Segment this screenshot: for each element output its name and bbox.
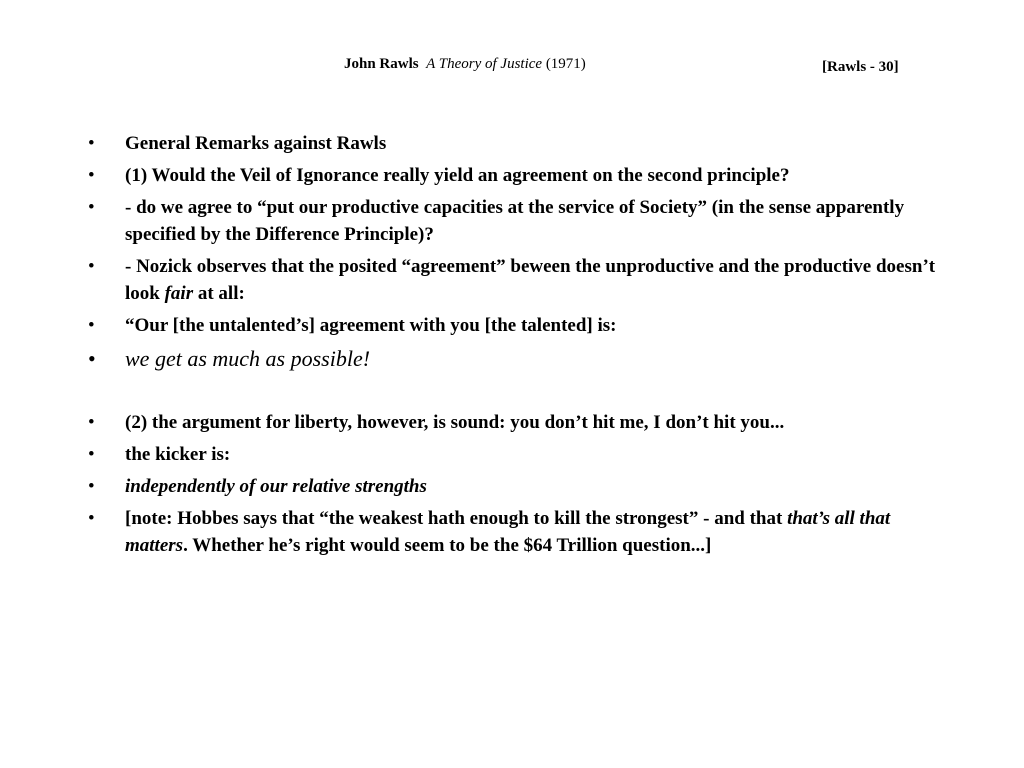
- bullet-text-before: - Nozick observes that the posited “agreement” beween the unproductive and the productive doesn’t look: [125, 256, 936, 304]
- bullet-dot: •: [88, 133, 95, 154]
- slide-code: [Rawls - 30]: [822, 59, 899, 75]
- bullet-text: [125, 256, 935, 304]
- bullet-text: we get as much as possible!: [125, 346, 371, 371]
- bullet-item: [88, 505, 948, 559]
- bullet-text: (1) Would the Veil of Ignorance really yield an agreement on the second principle?: [125, 165, 790, 186]
- bullet-spacer: [88, 379, 948, 409]
- bullet-text: - do we agree to “put our productive capacities at the service of Society” (in the sense apparently specified by the Difference Principle)?: [125, 197, 905, 245]
- bullet-item: [88, 409, 948, 436]
- bullet-text: “Our [the untalented’s] agreement with you [the talented] is:: [125, 315, 617, 336]
- bullet-text-before: [note: Hobbes says that “the weakest hath enough to kill the strongest” - and that: [125, 508, 788, 529]
- slide-header: [0, 56, 1024, 78]
- bullet-item: [88, 194, 948, 248]
- bullet-dot: •: [88, 476, 95, 497]
- bullet-dot: •: [88, 412, 95, 433]
- bullet-item: [88, 253, 948, 307]
- header-year: (1971): [545, 56, 586, 72]
- bullet-dot: •: [88, 256, 95, 277]
- bullet-list: [88, 130, 948, 564]
- bullet-item: [88, 312, 948, 339]
- header-book-title: A Theory of Justice: [426, 56, 543, 72]
- bullet-item: [88, 162, 948, 189]
- bullet-dot: •: [88, 508, 95, 529]
- bullet-dot: •: [88, 346, 96, 371]
- bullet-dot: •: [88, 165, 95, 186]
- bullet-dot: •: [88, 444, 95, 465]
- bullet-text: (2) the argument for liberty, however, is sound: you don’t hit me, I don’t hit you...: [125, 412, 785, 433]
- bullet-text-emphasis: that’s all that matters: [125, 508, 891, 556]
- bullet-text-after: at all:: [193, 283, 245, 304]
- bullet-text-after: . Whether he’s right would seem to be the $64 Trillion question...]: [183, 535, 712, 556]
- header-author: John Rawls: [344, 56, 419, 72]
- bullet-item: [88, 130, 948, 157]
- bullet-text: [125, 508, 890, 556]
- bullet-text: the kicker is:: [125, 444, 231, 465]
- bullet-item-emphasis: [88, 344, 948, 374]
- header-title: [344, 56, 586, 73]
- bullet-dot: •: [88, 315, 95, 336]
- bullet-text-emphasis: fair: [164, 283, 194, 304]
- bullet-dot: •: [88, 197, 95, 218]
- bullet-text: General Remarks against Rawls: [125, 133, 387, 154]
- bullet-item: [88, 473, 948, 500]
- bullet-text: independently of our relative strengths: [125, 476, 427, 497]
- bullet-item: [88, 441, 948, 468]
